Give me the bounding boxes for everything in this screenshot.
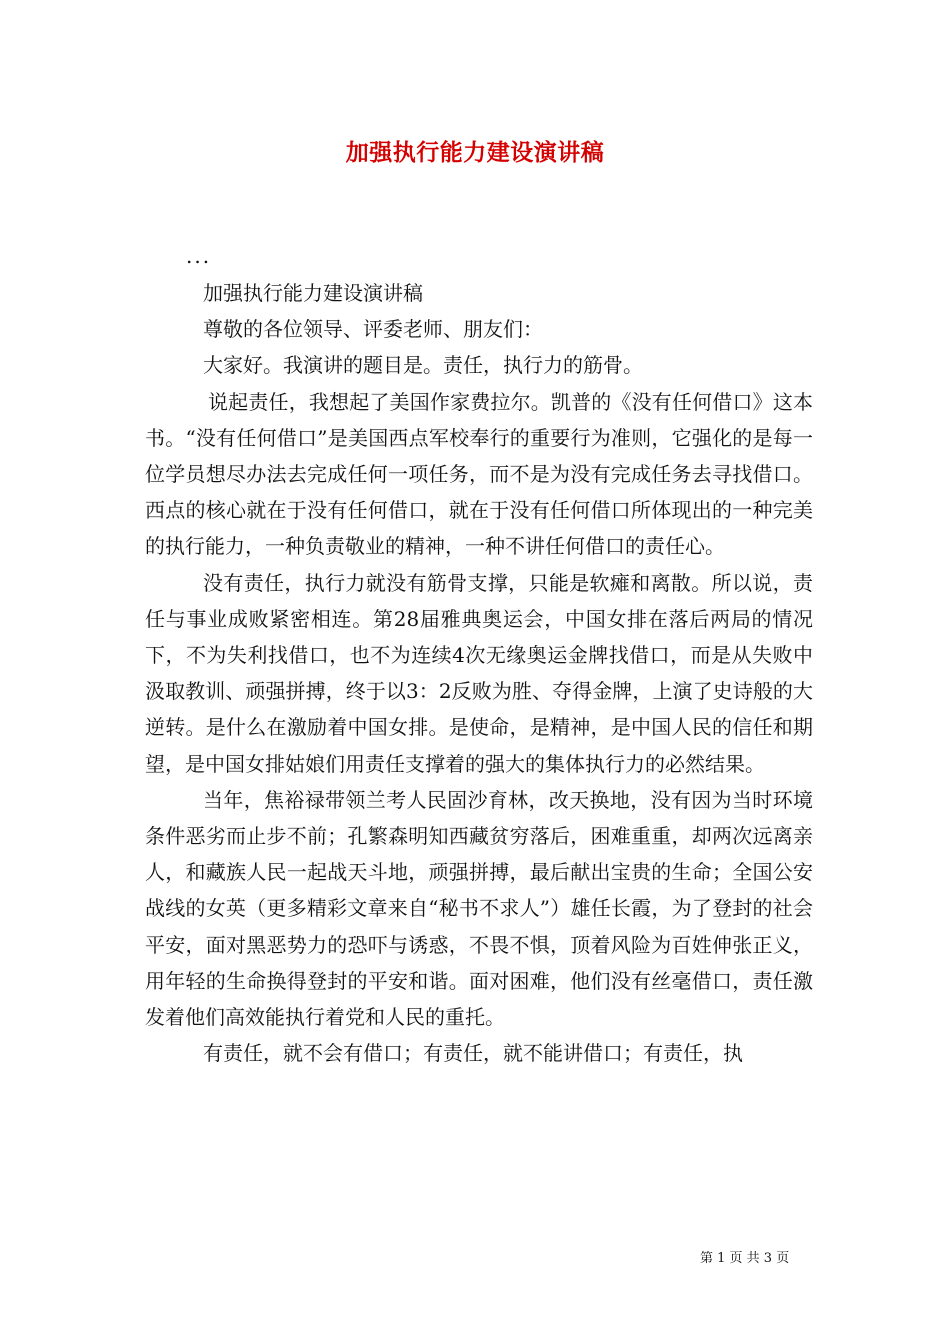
page-number: 第 1 页 共 3 页 — [700, 1251, 790, 1266]
paragraph-3: 当年，焦裕禄带领兰考人民固沙育林，改天换地，没有因为当时环境条件恶劣而止步不前；孔繁森明知西藏贫穷落后，困难重重，却两次远离亲人，和藏族人民一起战天斗地，顽强拼搏，最后献出宝贵的生命；全国公安战线的女英（更多精彩文章来自“秘书不求人”）雄任长霞，为了登封的社会平安，面对黑恶势力的恐吓与诱惑，不畏不惧，顶着风险为百姓伸张正义，用年轻的生命换得登封的平安和谐。面对困难，他们没有丝毫借口，责任激发着他们高效能执行着党和人民的重托。 — [145, 787, 813, 1030]
document-title: 加强执行能力建设演讲稿 — [345, 139, 605, 166]
paragraph-heading: 加强执行能力建设演讲稿 — [203, 281, 423, 305]
paragraph-2: 没有责任，执行力就没有筋骨支撑，只能是软瘫和离散。所以说，责任与事业成败紧密相连。第28届雅典奥运会，中国女排在落后两局的情况下，不为失利找借口，也不为连续4次无缘奥运金牌找借口，而是从失败中汲取教训、顽强拼搏，终于以3：2反败为胜、夺得金牌，上演了史诗般的大逆转。是什么在激励着中国女排。是使命，是精神，是中国人民的信任和期望，是中国女排姑娘们用责任支撑着的强大的集体执行力的必然结果。 — [145, 570, 813, 776]
paragraph-salutation: 尊敬的各位领导、评委老师、朋友们： — [203, 317, 543, 342]
paragraph-4: 有责任，就不会有借口；有责任，就不能讲借口；有责任，执 — [203, 1041, 743, 1066]
paragraph-greeting: 大家好。我演讲的题目是。责任，执行力的筋骨。 — [203, 353, 643, 378]
document-body — [145, 275, 813, 1071]
ellipsis-marker: ... — [186, 244, 212, 268]
paragraph-1: 说起责任，我想起了美国作家费拉尔。凯普的《没有任何借口》这本书。“没有任何借口”是美国西点军校奉行的重要行为准则，它强化的是每一位学员想尽办法去完成任何一项任务，而不是为没有完成任务去寻找借口。西点的核心就在于没有任何借口，就在于没有任何借口所体现出的一种完美的执行能力，一种负责敬业的精神，一种不讲任何借口的责任心。 — [145, 389, 813, 559]
